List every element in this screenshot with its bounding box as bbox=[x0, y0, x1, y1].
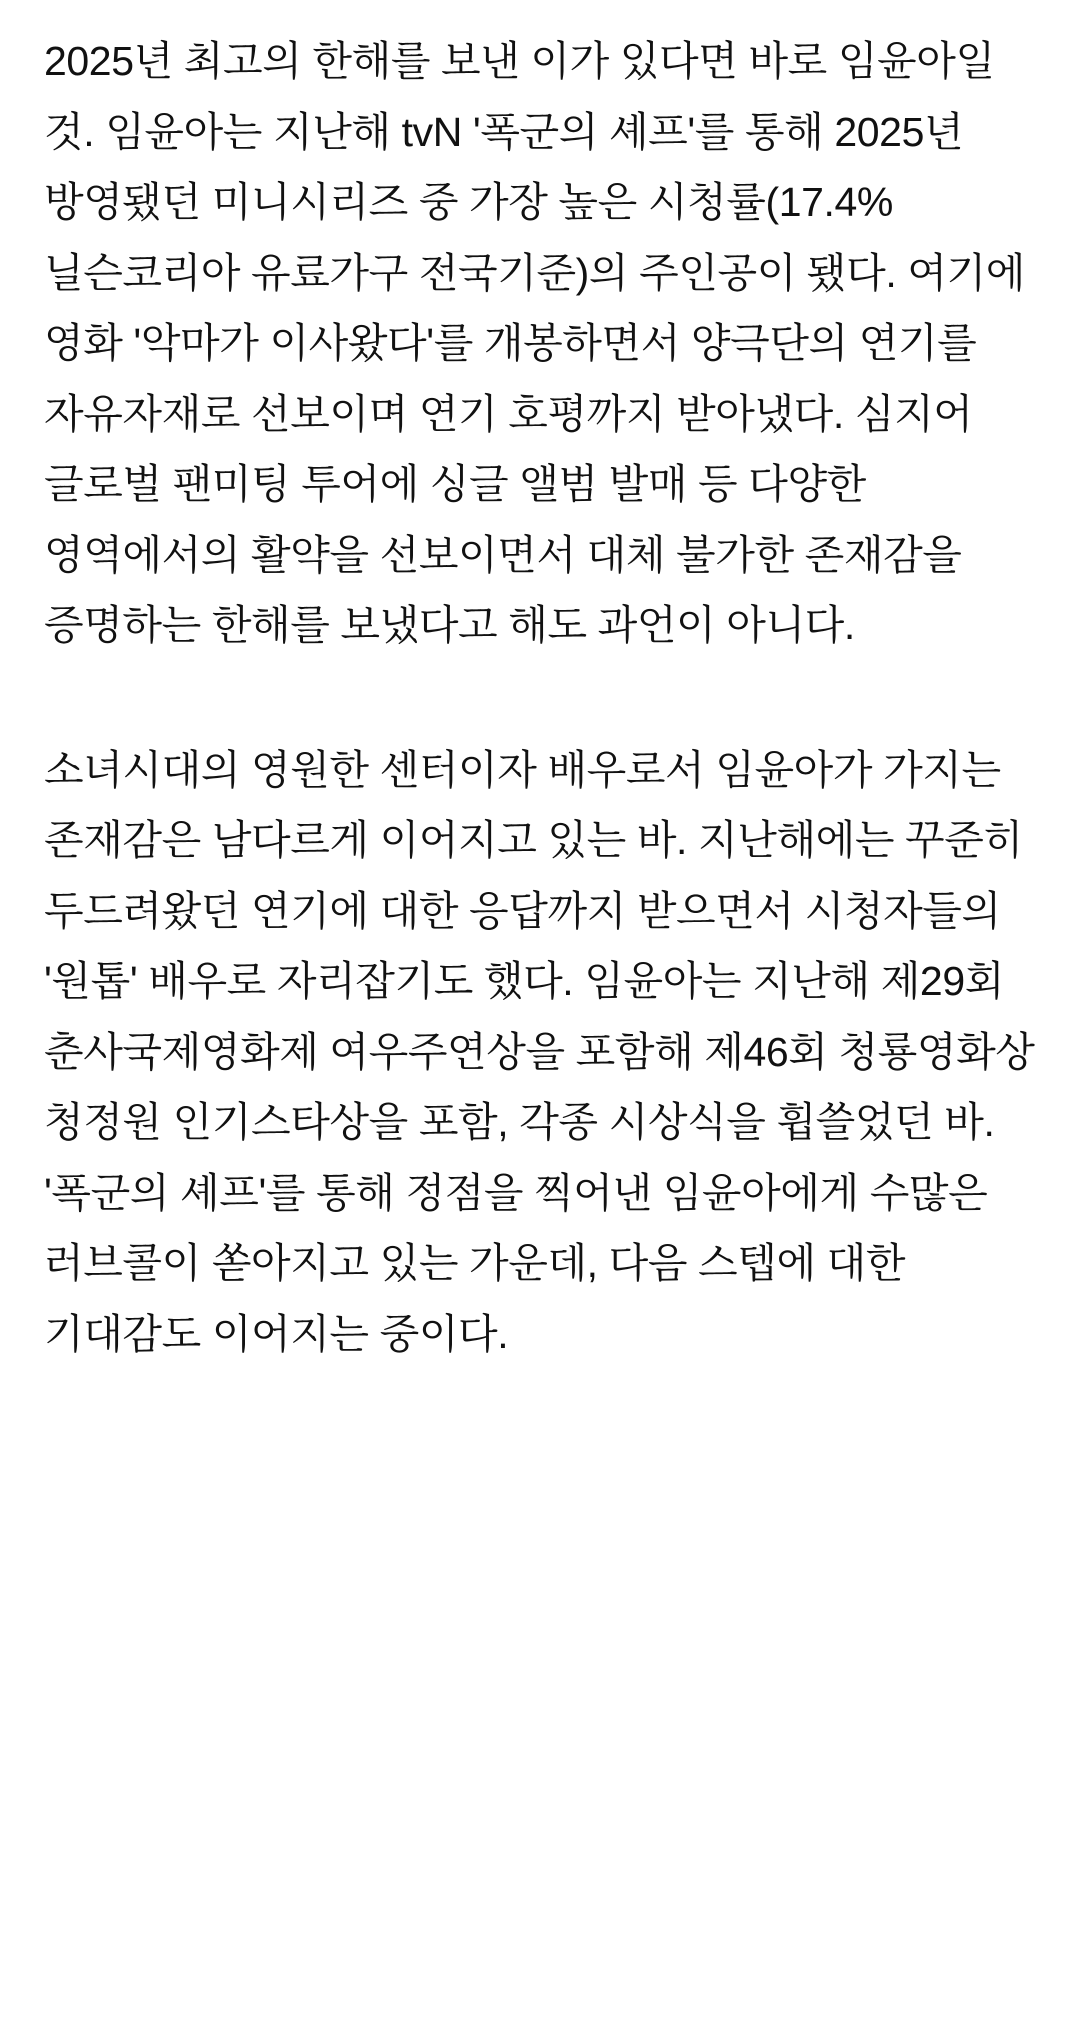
article-paragraph-2: 소녀시대의 영원한 센터이자 배우로서 임윤아가 가지는 존재감은 남다르게 이어지고 있는 바. 지난해에는 꾸준히 두드려왔던 연기에 대한 응답까지 받으면서 시청자들의 '원톱' 배우로 자리잡기도 했다. 임윤아는 지난해 제29회 춘사국제영화제 여우주연상을 포함해 제46회 청룡영화상 청정원 인기스타상을 포함, 각종 시상식을 휩쓸었던 바. '폭군의 셰프'를 통해 정점을 찍어낸 임윤아에게 수많은 러브콜이 쏟아지고 있는 가운데, 다음 스텝에 대한 기대감도 이어지는 중이다. bbox=[44, 746, 1035, 1357]
article-paragraph-1: 2025년 최고의 한해를 보낸 이가 있다면 바로 임윤아일 것. 임윤아는 지난해 tvN '폭군의 셰프'를 통해 2025년 방영됐던 미니시리즈 중 가장 높은 시청률(17.4% 닐슨코리아 유료가구 전국기준)의 주인공이 됐다. 여기에 영화 '악마가 이사왔다'를 개봉하면서 양극단의 연기를 자유자재로 선보이며 연기 호평까지 받아냈다. 심지어 글로벌 팬미팅 투어에 싱글 앨범 발매 등 다양한 영역에서의 활약을 선보이면서 대체 불가한 존재감을 증명하는 한해를 보냈다고 해도 과언이 아니다. bbox=[44, 38, 1025, 649]
